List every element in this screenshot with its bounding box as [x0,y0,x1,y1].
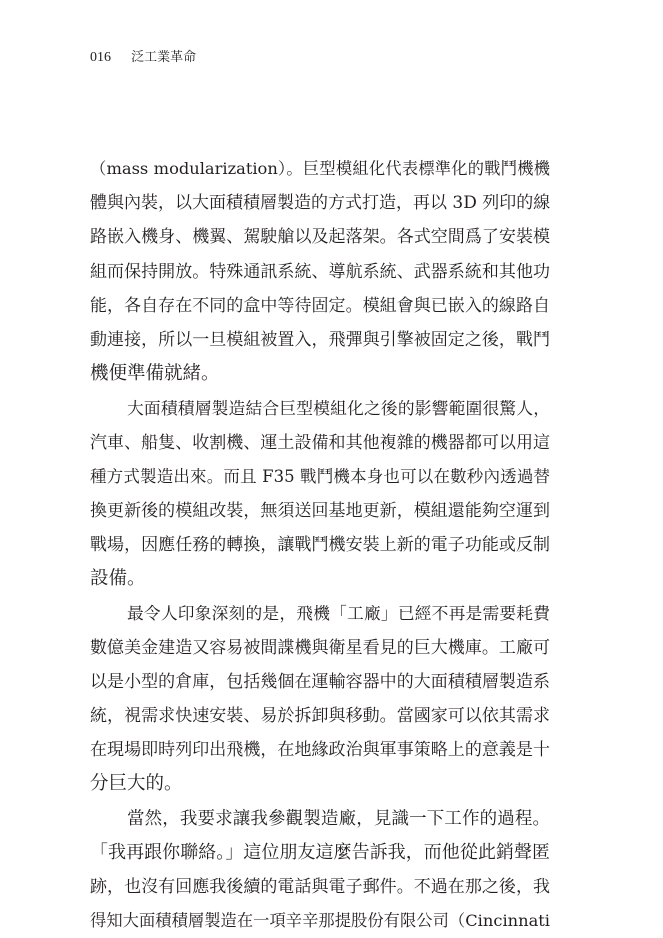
text-line: 換更新後的模組改裝，無須送回基地更新，模組還能夠空運到 [90,500,550,521]
text-line: 種方式製造出來。而且 F35 戰鬥機本身也可以在數秒內透過替 [90,466,550,486]
text-line: 動連接，所以一旦模組被置入，飛彈與引擎被固定之後，戰鬥 [90,329,550,350]
text-line: 當然，我要求讓我參觀製造廠，見識一下工作的過程。 [127,808,550,829]
text-line: 機便準備就緒。 [90,363,220,385]
text-line: 「我再跟你聯絡。」這位朋友這麼告訴我，而他從此銷聲匿 [90,841,550,863]
text-line: 以是小型的倉庫，包括幾個在運輸容器中的大面積積層製造系 [90,671,550,692]
paragraph [90,596,550,801]
text-line: 分巨大的。 [90,773,183,795]
page-number: 016 [90,50,111,65]
text-line: 設備。 [90,568,146,590]
text-line: （mass modularization）。巨型模組化代表標準化的戰鬥機機 [90,159,550,178]
text-line: 統，視需求快速安裝、易於拆卸與移動。當國家可以依其需求 [90,706,550,726]
paragraph [90,391,550,596]
running-header [90,47,196,69]
text-line: 在現場即時列印出飛機，在地緣政治與軍事策略上的意義是十 [90,740,550,761]
text-line: 大面積積層製造結合巨型模組化之後的影響範圍很驚人， [127,398,550,419]
paragraph [90,152,550,391]
text-line: 戰場，因應任務的轉換，讓戰鬥機安裝上新的電子功能或反制 [90,535,550,556]
text-line: 組而保持開放。特殊通訊系統、導航系統、武器系統和其他功 [90,261,550,282]
paragraph [90,802,550,938]
body-text [90,152,550,938]
text-line: 體與內裝，以大面積積層製造的方式打造，再以 3D 列印的線 [90,193,551,214]
text-line: 能，各自存在不同的盒中等待固定。模組會與已嵌入的線路自 [90,295,550,316]
text-line: 得知大面積積層製造在一項辛辛那提股份有限公司（Cincinnati [90,911,550,931]
text-line: 汽車、船隻、收割機、運土設備和其他複雜的機器都可以用這 [90,432,550,453]
running-title: 泛工業革命 [131,50,197,65]
text-line: 最令人印象深刻的是，飛機「工廠」已經不再是需要耗費 [127,603,550,624]
text-line: 路嵌入機身、機翼、駕駛艙以及起落架。各式空間爲了安裝模 [90,227,550,248]
text-line: 跡，也沒有回應我後續的電話與電子郵件。不過在那之後，我 [90,876,550,897]
text-line: 數億美金建造又容易被間諜機與衛星看見的巨大機庫。工廠可 [90,637,550,658]
